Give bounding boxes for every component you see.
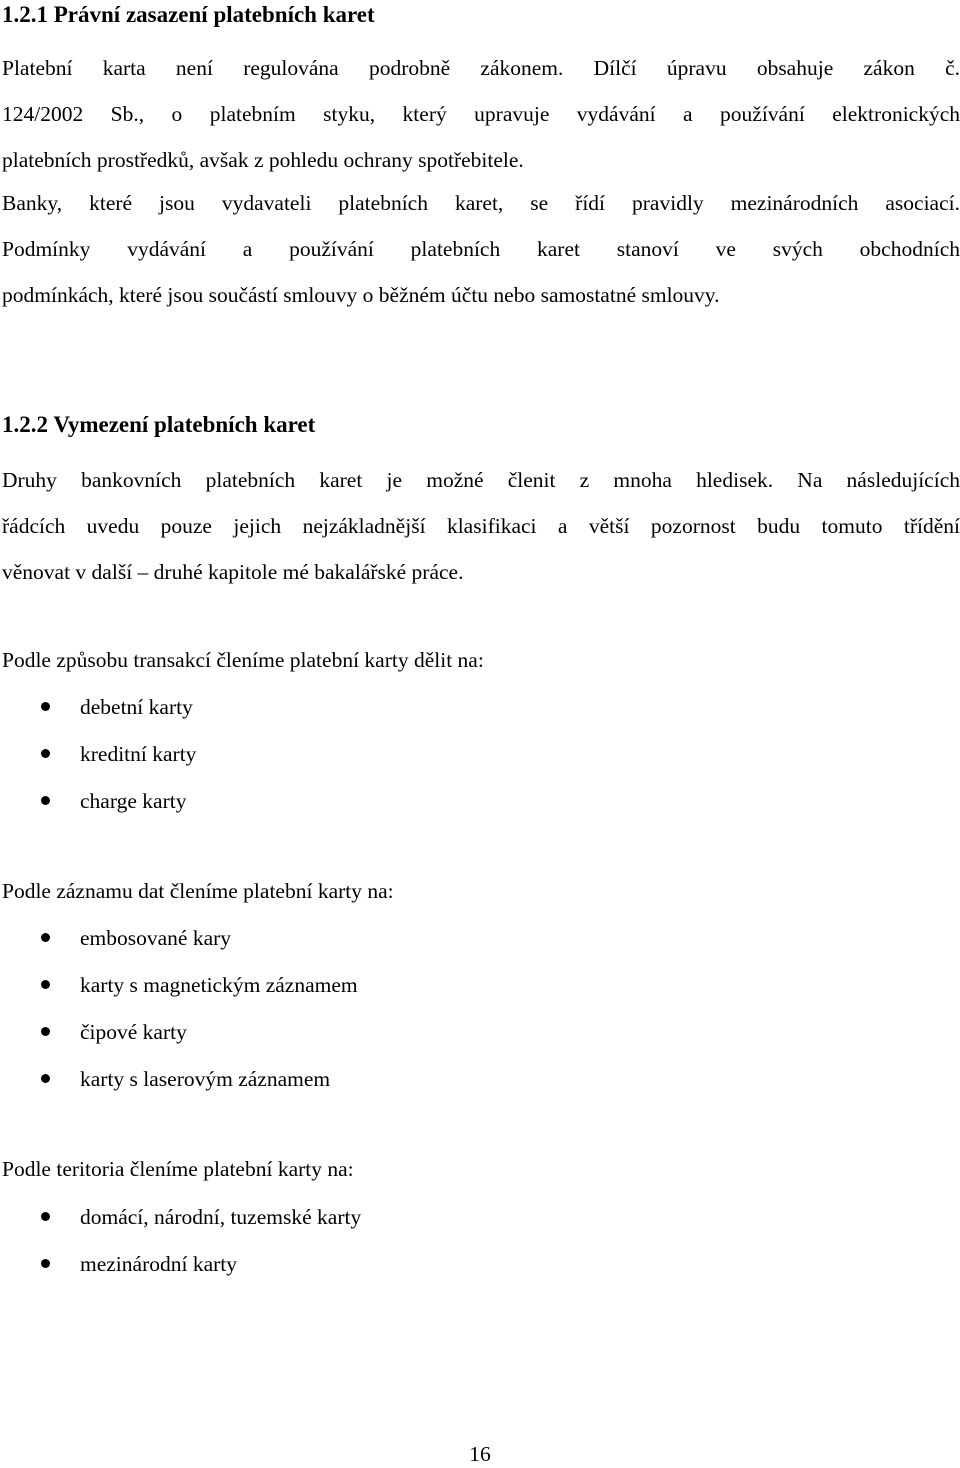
bullet-icon — [41, 702, 50, 711]
bullet-icon — [41, 749, 50, 758]
paragraph-by-territory-intro — [2, 1146, 960, 1192]
paragraph-bank-rules — [2, 180, 960, 318]
list-intro: Podle teritoria členíme platební karty na: — [2, 1157, 354, 1181]
list-item-label: mezinárodní karty — [80, 1252, 238, 1276]
list-by-transaction — [0, 684, 196, 825]
section-heading-legal-framework: 1.2.1 Právní zasazení platebních karet — [2, 2, 375, 27]
paragraph-line: Druhy bankovních platebních karet je možné členit z mnoha hledisek. Na následujících — [2, 468, 960, 492]
paragraph-by-data-record-intro — [2, 868, 960, 914]
list-item — [0, 1056, 358, 1103]
list-intro: Podle způsobu transakcí členíme platební karty dělit na: — [2, 648, 484, 672]
list-intro: Podle záznamu dat členíme platební karty na: — [2, 879, 394, 903]
paragraph-legal-regulation — [2, 45, 960, 183]
bullet-icon — [41, 1027, 50, 1036]
list-by-data-record — [0, 915, 358, 1103]
list-item-label: charge karty — [80, 789, 187, 813]
list-by-territory — [0, 1194, 361, 1288]
list-item — [0, 731, 196, 778]
list-item — [0, 778, 196, 825]
bullet-icon — [41, 980, 50, 989]
bullet-icon — [41, 1212, 50, 1221]
paragraph-line: platebních prostředků, avšak z pohledu ochrany spotřebitele. — [2, 148, 524, 172]
list-item-label: debetní karty — [80, 695, 193, 719]
list-item-label: čipové karty — [80, 1020, 187, 1044]
list-item — [0, 962, 358, 1009]
paragraph-line: věnovat v další – druhé kapitole mé bakalářské práce. — [2, 560, 464, 584]
paragraph-by-transaction-intro — [2, 637, 960, 683]
paragraph-line: 124/2002 Sb., o platebním styku, který upravuje vydávání a používání elektronických — [2, 102, 960, 126]
bullet-icon — [41, 1074, 50, 1083]
section-heading-card-definition: 1.2.2 Vymezení platebních karet — [2, 412, 316, 437]
list-item-label: karty s magnetickým záznamem — [80, 973, 358, 997]
paragraph-line: podmínkách, které jsou součástí smlouvy o běžném účtu nebo samostatné smlouvy. — [2, 283, 720, 307]
list-item — [0, 915, 358, 962]
paragraph-line: Platební karta není regulována podrobně zákonem. Dílčí úpravu obsahuje zákon č. — [2, 56, 960, 80]
list-item-label: domácí, národní, tuzemské karty — [80, 1205, 362, 1229]
list-item-label: embosované kary — [80, 926, 232, 950]
paragraph-line: Banky, které jsou vydavateli platebních karet, se řídí pravidly mezinárodních asociací. — [2, 191, 960, 215]
paragraph-card-types-intro — [2, 457, 960, 595]
page-number: 16 — [469, 1442, 491, 1466]
list-item-label: kreditní karty — [80, 742, 197, 766]
list-item — [0, 1241, 361, 1288]
list-item — [0, 1194, 361, 1241]
bullet-icon — [41, 933, 50, 942]
list-item — [0, 1009, 358, 1056]
paragraph-line: Podmínky vydávání a používání platebních karet stanoví ve svých obchodních — [2, 237, 960, 261]
bullet-icon — [41, 796, 50, 805]
list-item-label: karty s laserovým záznamem — [80, 1067, 331, 1091]
paragraph-line: řádcích uvedu pouze jejich nejzákladnější klasifikaci a větší pozornost budu tomuto třídění — [2, 514, 960, 538]
bullet-icon — [41, 1259, 50, 1268]
list-item — [0, 684, 196, 731]
